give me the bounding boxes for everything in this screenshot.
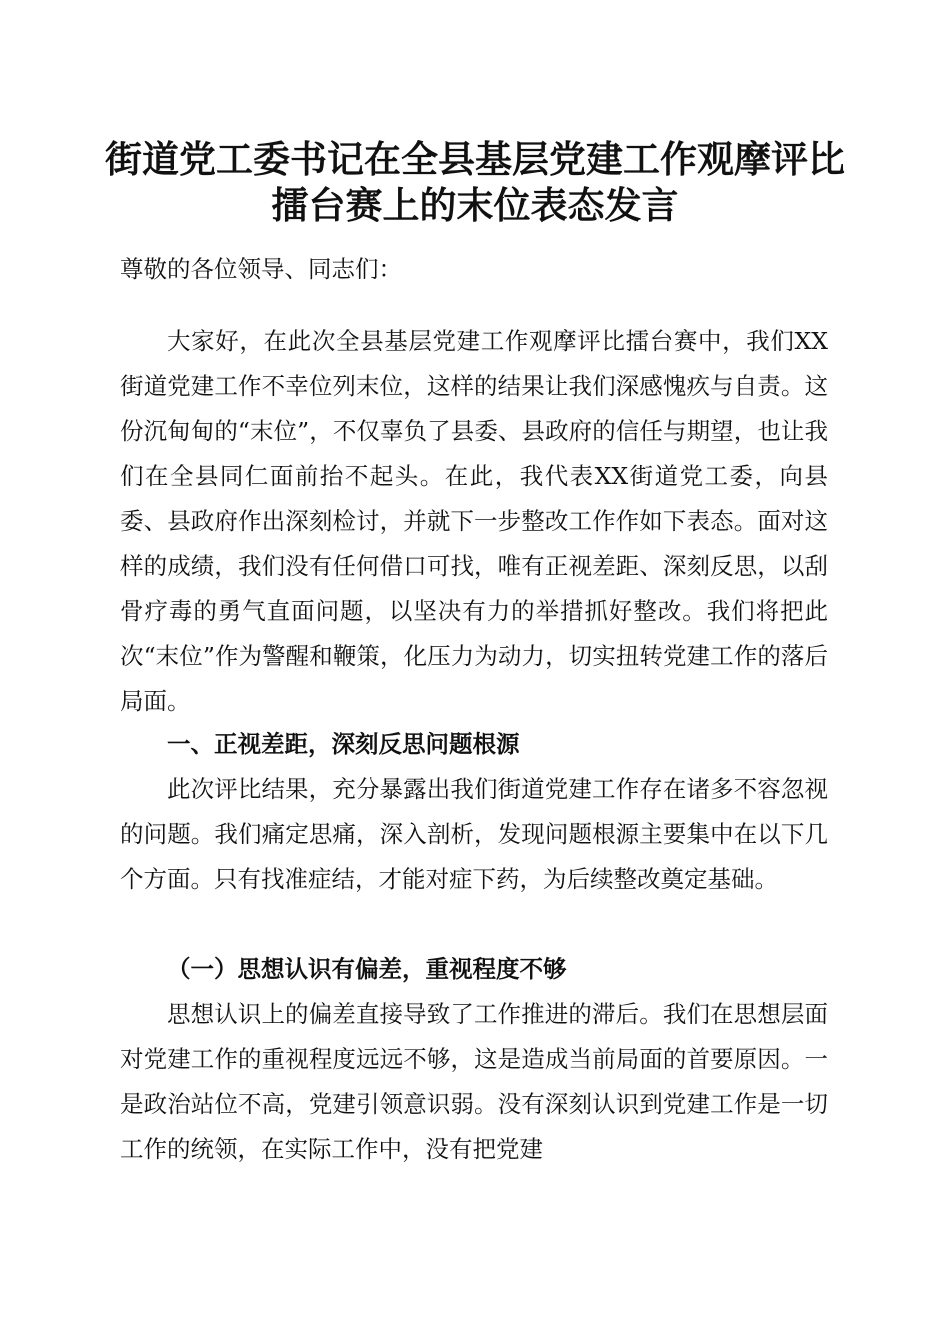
document-title-line-2: 擂台赛上的末位表态发言 bbox=[271, 183, 679, 227]
subsection-1-paragraph: 思想认识上的偏差直接导致了工作推进的滞后。我们在思想层面对党建工作的重视程度远远不够，这是造成当前局面的首要原因。一是政治站位不高，党建引领意识弱。没有深刻认识到党建工作是一切工作的统领，在实际工作中，没有把党建 bbox=[120, 1000, 828, 1163]
salutation: 尊敬的各位领导、同志们： bbox=[120, 255, 402, 283]
document-title-line-1: 街道党工委书记在全县基层党建工作观摩评比 bbox=[105, 137, 845, 181]
section-heading-1: 一、正视差距，深刻反思问题根源 bbox=[167, 730, 520, 758]
opening-paragraph: 大家好，在此次全县基层党建工作观摩评比擂台赛中，我们XX街道党建工作不幸位列末位，这样的结果让我们深感愧疚与自责。这份沉甸甸的“末位”，不仅辜负了县委、县政府的信任与期望，也让我们在全县同仁面前抬不起头。在此，我代表XX街道党工委，向县委、县政府作出深刻检讨，并就下一步整改工作作如下表态。面对这样的成绩，我们没有任何借口可找，唯有正视差距、深刻反思，以刮骨疗毒的勇气直面问题，以坚决有力的举措抓好整改。我们将把此次“末位”作为警醒和鞭策，化压力为动力，切实扭转党建工作的落后局面。 bbox=[120, 327, 828, 715]
section-1-paragraph: 此次评比结果，充分暴露出我们街道党建工作存在诸多不容忽视的问题。我们痛定思痛，深入剖析，发现问题根源主要集中在以下几个方面。只有找准症结，才能对症下药，为后续整改奠定基础。 bbox=[120, 775, 828, 893]
subsection-heading-1: （一）思想认识有偏差，重视程度不够 bbox=[167, 955, 567, 983]
